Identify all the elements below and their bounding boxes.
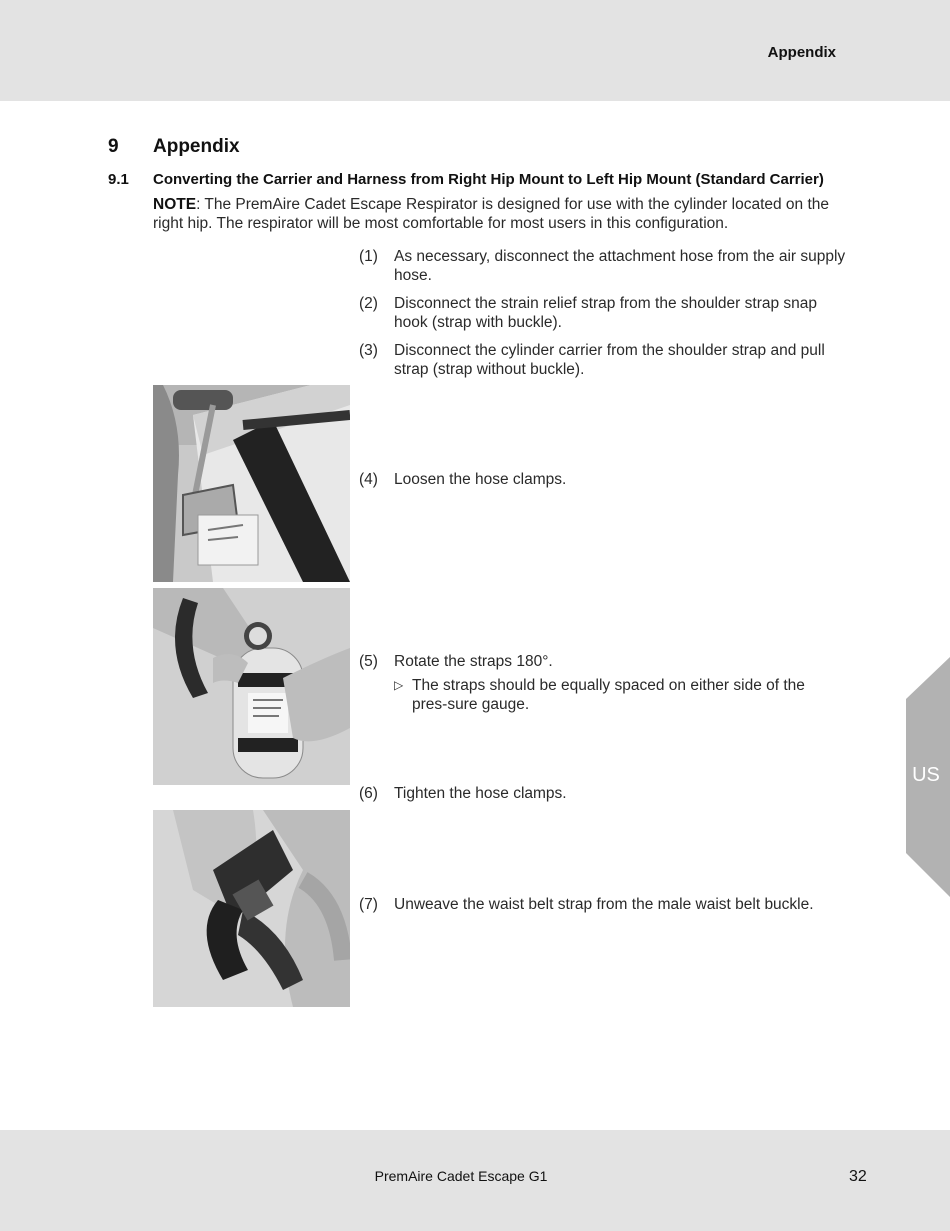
step-number: (2) [359, 295, 378, 312]
section-title: Appendix [153, 136, 240, 157]
footer-title: PremAire Cadet Escape G1 [374, 1168, 548, 1184]
header-title: Appendix [767, 44, 836, 61]
step-2 [359, 294, 849, 332]
step-number: (7) [359, 896, 378, 913]
step-7 [359, 895, 849, 914]
note-text: : The PremAire Cadet Escape Respirator is designed for use with the cylinder located on the right hip. The respirator will be most comfortable for most users in this configuration. [153, 196, 830, 232]
subsection-title: Converting the Carrier and Harness from Right Hip Mount to Left Hip Mount (Standard Carrier) [153, 171, 824, 188]
step-5-substep [394, 676, 842, 714]
step-6 [359, 784, 849, 803]
page-header [0, 0, 950, 101]
triangle-bullet-icon: ▷ [394, 678, 404, 692]
step-number: (4) [359, 471, 378, 488]
step-number: (1) [359, 248, 378, 265]
step-text: Unweave the waist belt strap from the male waist belt buckle. [394, 896, 814, 913]
language-tab-label: US [912, 764, 940, 786]
step-text: As necessary, disconnect the attachment hose from the air supply hose. [394, 248, 846, 284]
step-4 [359, 470, 849, 489]
step-5 [359, 652, 849, 671]
subsection-number: 9.1 [108, 171, 129, 188]
step-text: Disconnect the strain relief strap from the shoulder strap snap hook (strap with buckle). [394, 295, 818, 331]
step-1 [359, 247, 849, 285]
step-text: Disconnect the cylinder carrier from the shoulder strap and pull strap (strap without buckle). [394, 342, 825, 378]
note-paragraph [153, 196, 843, 233]
step-text: Loosen the hose clamps. [394, 471, 567, 488]
section-number: 9 [108, 136, 119, 157]
step-number: (6) [359, 785, 378, 802]
step-text: Rotate the straps 180°. [394, 653, 553, 670]
substep-text: The straps should be equally spaced on either side of the pres-sure gauge. [412, 677, 805, 713]
hose-clamps-photo [153, 385, 350, 582]
step-text: Tighten the hose clamps. [394, 785, 567, 802]
page-footer [0, 1130, 950, 1231]
page-number: 32 [849, 1168, 867, 1185]
step-3 [359, 341, 849, 379]
step-number: (5) [359, 653, 378, 670]
rotate-straps-photo [153, 588, 350, 785]
waist-belt-photo [153, 810, 350, 1007]
note-label: NOTE [153, 196, 197, 213]
step-number: (3) [359, 342, 378, 359]
